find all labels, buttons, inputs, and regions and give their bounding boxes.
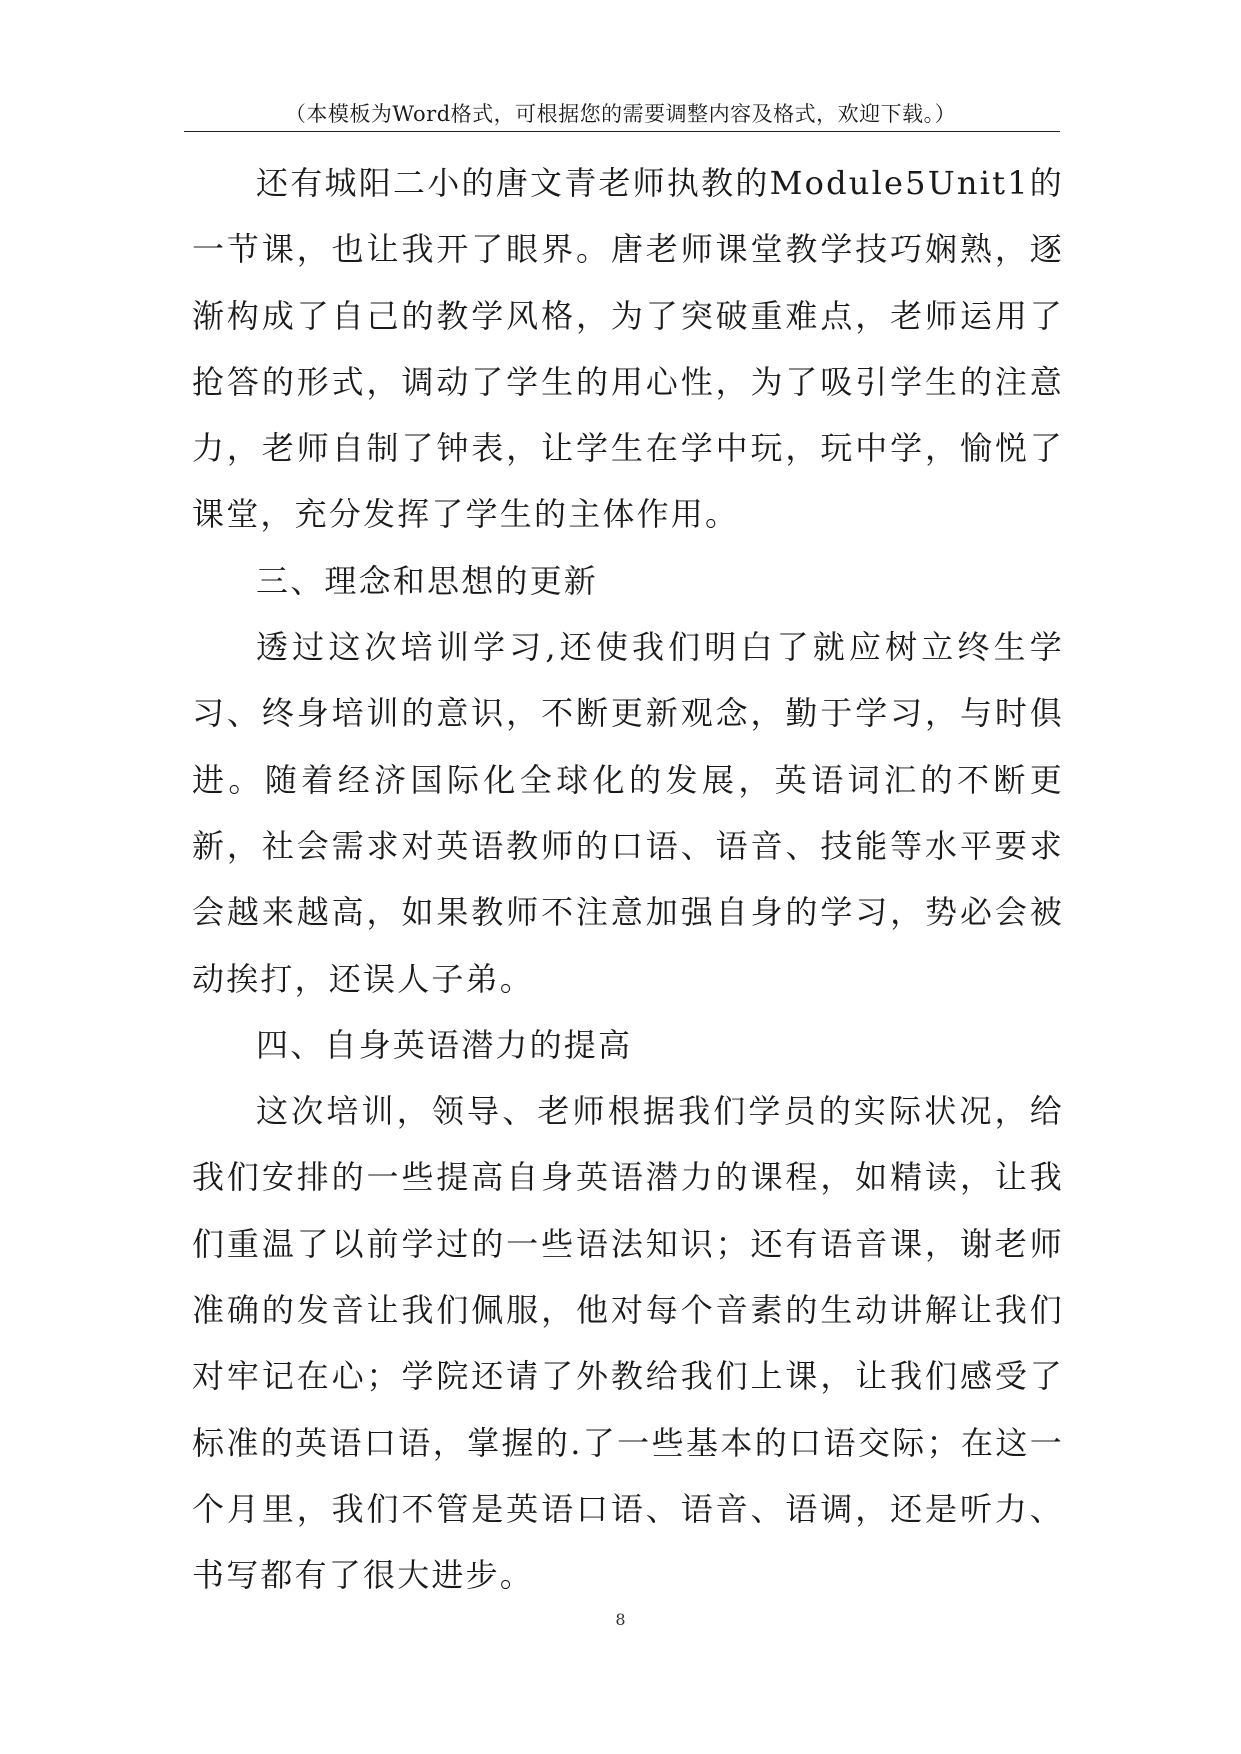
paragraph-training-courses: 这次培训，领导、老师根据我们学员的实际状况，给我们安排的一些提高自身英语潜力的课程，如精读，让我们重温了以前学过的一些语法知识；还有语音课，谢老师准确的发音让我们佩服，他对每个音素的生动讲解让我们对牢记在心；学院还请了外教给我们上课，让我们感受了标准的英语口语，掌握的.了一些基本的口语交际；在这一个月里，我们不管是英语口语、语音、语调，还是听力、书写都有了很大进步。 [192,1092,1064,1595]
paragraph-lesson-observation: 还有城阳二小的唐文青老师执教的Module5Unit1的一节课，也让我开了眼界。唐老师课堂教学技巧娴熟，逐渐构成了自己的教学风格，为了突破重难点，老师运用了抢答的形式，调动了学生的用心性，为了吸引学生的注意力，老师自制了钟表，让学生在学中玩，玩中学，愉悦了课堂，充分发挥了学生的主体作用。 [192,164,1064,534]
section-heading-english-ability: 四、自身英语潜力的提高 [256,1025,633,1064]
page-header: （本模板为Word格式，可根据您的需要调整内容及格式，欢迎下载。） [284,102,957,126]
page-number: 8 [615,1610,626,1629]
document-body [192,150,1064,1609]
header-divider [184,131,1060,132]
section-heading-concept-update: 三、理念和思想的更新 [256,561,599,600]
paragraph-lifelong-learning: 透过这次培训学习,还使我们明白了就应树立终生学习、终身培训的意识，不断更新观念，勤于学习，与时俱进。随着经济国际化全球化的发展，英语词汇的不断更新，社会需求对英语教师的口语、语音、技能等水平要求会越来越高，如果教师不注意加强自身的学习，势必会被动挨打，还误人子弟。 [192,628,1064,998]
